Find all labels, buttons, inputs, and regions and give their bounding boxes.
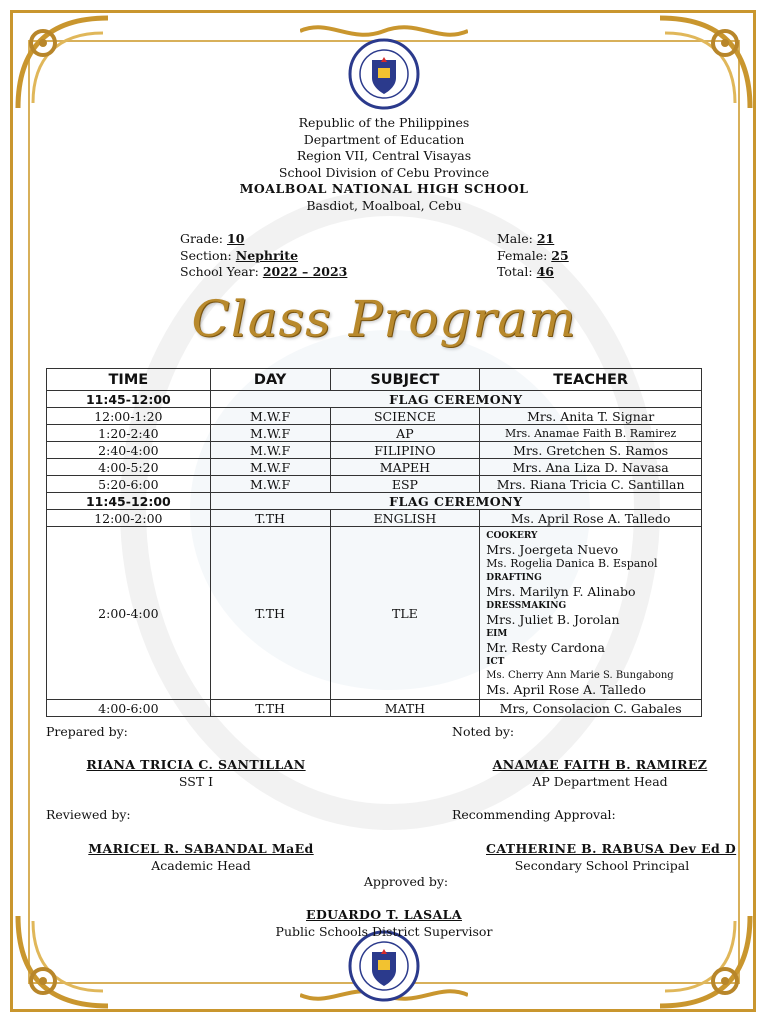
table-header-row: [47, 369, 702, 391]
header-department: Department of Education: [303, 131, 465, 147]
tle-cookery-label: COOKERY: [486, 531, 538, 541]
recommending-block: [486, 841, 737, 874]
row-time: 4:00-5:20: [47, 459, 211, 476]
table-row: [47, 425, 702, 442]
tle-teacher: Mrs. Marilyn F. Alinabo: [486, 584, 636, 599]
prepared-by-name: RIANA TRICIA C. SANTILLAN: [86, 757, 306, 772]
reviewed-by-title: Academic Head: [151, 857, 251, 873]
row-day: M.W.F: [210, 425, 330, 442]
flag-label: FLAG CEREMONY: [210, 391, 701, 408]
flag-time: 11:45-12:00: [47, 391, 211, 408]
table-row: [47, 408, 702, 425]
row-subject: ESP: [330, 476, 480, 493]
tle-row: [47, 527, 702, 700]
tle-teacher: Ms. Rogelia Danica B. Espanol: [486, 557, 658, 570]
tle-teachers: [480, 527, 702, 700]
approved-by-name: EDUARDO T. LASALA: [306, 907, 462, 922]
row-time: 1:20-2:40: [47, 425, 211, 442]
flag-label: FLAG CEREMONY: [210, 493, 701, 510]
deped-seal-bottom-icon: [348, 930, 420, 1002]
row-day: T.TH: [210, 700, 330, 717]
tle-ict-label: ICT: [486, 657, 505, 667]
reviewed-by-label: Reviewed by:: [46, 807, 131, 822]
noted-by-name: ANAMAE FAITH B. RAMIREZ: [492, 757, 708, 772]
prepared-by-block: [76, 757, 316, 790]
row-time: 2:00-4:00: [47, 527, 211, 700]
row-time: 2:40-4:00: [47, 442, 211, 459]
total-label: Total:: [497, 264, 533, 279]
section-value: Nephrite: [235, 247, 299, 263]
flag-ceremony-row: [47, 391, 702, 408]
row-teacher: Ms. April Rose A. Talledo: [480, 510, 702, 527]
page-title: Class Program: [191, 290, 577, 348]
approved-by-title: Public Schools District Supervisor: [275, 923, 493, 939]
approved-by-label: Approved by:: [363, 874, 449, 889]
row-day: M.W.F: [210, 476, 330, 493]
tle-eim-label: EIM: [486, 629, 508, 639]
tle-teacher: Mrs. Joergeta Nuevo: [486, 542, 619, 557]
row-teacher: Mrs. Gretchen S. Ramos: [480, 442, 702, 459]
row-teacher: Mrs. Ana Liza D. Navasa: [480, 459, 702, 476]
header-division: School Division of Cebu Province: [278, 164, 490, 180]
reviewed-by-block: [76, 841, 326, 874]
row-teacher: Mrs, Consolacion C. Gabales: [480, 700, 702, 717]
row-subject: AP: [330, 425, 480, 442]
row-time: 12:00-1:20: [47, 408, 211, 425]
ornament-corner-top-left-icon: [8, 8, 118, 118]
ornament-corner-bottom-right-icon: [650, 906, 760, 1016]
tle-teacher: Ms. Cherry Ann Marie S. Bungabong: [486, 670, 674, 681]
table-row: [47, 442, 702, 459]
tle-dressmaking-label: DRESSMAKING: [486, 601, 567, 611]
deped-seal-icon: [348, 38, 420, 110]
header-teacher: TEACHER: [480, 369, 702, 391]
school-name: MOALBOAL NATIONAL HIGH SCHOOL: [239, 181, 529, 196]
row-day: M.W.F: [210, 459, 330, 476]
section-label: Section:: [180, 247, 232, 263]
male-value: 21: [536, 231, 555, 246]
row-day: M.W.F: [210, 408, 330, 425]
row-teacher: Mrs. Anita T. Signar: [480, 408, 702, 425]
flag-time: 11:45-12:00: [47, 493, 211, 510]
row-teacher: Mrs. Anamae Faith B. Ramirez: [480, 425, 702, 442]
total-value: 46: [536, 264, 554, 279]
row-time: 5:20-6:00: [47, 476, 211, 493]
header-republic: Republic of the Philippines: [298, 115, 470, 130]
class-info-left: [180, 231, 347, 281]
row-subject: TLE: [330, 527, 480, 700]
class-info-right: [497, 231, 569, 281]
header-time: TIME: [47, 369, 211, 391]
row-day: T.TH: [210, 527, 330, 700]
noted-by-label: Noted by:: [452, 724, 515, 739]
school-year-value: 2022 – 2023: [262, 264, 348, 279]
male-label: Male:: [497, 231, 533, 246]
table-row: [47, 700, 702, 717]
noted-by-title: AP Department Head: [532, 773, 668, 789]
document-header: [0, 115, 768, 214]
table-row: [47, 510, 702, 527]
flag-ceremony-row: [47, 493, 702, 510]
table-row: [47, 476, 702, 493]
female-value: 25: [551, 247, 569, 263]
recommending-name: CATHERINE B. RABUSA Dev Ed D: [486, 841, 737, 856]
female-label: Female:: [497, 247, 548, 263]
row-subject: MAPEH: [330, 459, 480, 476]
row-subject: ENGLISH: [330, 510, 480, 527]
recommending-label: Recommending Approval:: [452, 807, 616, 822]
grade-value: 10: [227, 231, 245, 246]
tle-drafting-label: DRAFTING: [486, 573, 542, 583]
school-year-label: School Year:: [180, 264, 259, 279]
recommending-title: Secondary School Principal: [514, 857, 690, 873]
tle-teacher: Ms. April Rose A. Talledo: [486, 682, 646, 697]
tle-teacher: Mrs. Juliet B. Jorolan: [486, 612, 620, 627]
tle-teacher: Mr. Resty Cardona: [486, 640, 605, 655]
table-row: [47, 459, 702, 476]
class-program-table: [46, 368, 702, 717]
noted-by-block: [478, 757, 722, 790]
row-subject: SCIENCE: [330, 408, 480, 425]
ornament-corner-top-right-icon: [650, 8, 760, 118]
row-subject: FILIPINO: [330, 442, 480, 459]
ornament-corner-bottom-left-icon: [8, 906, 118, 1016]
prepared-by-label: Prepared by:: [46, 724, 128, 739]
school-address: Basdiot, Moalboal, Cebu: [306, 197, 462, 213]
grade-label: Grade:: [180, 231, 224, 246]
reviewed-by-name: MARICEL R. SABANDAL MaEd: [88, 841, 314, 856]
row-time: 4:00-6:00: [47, 700, 211, 717]
header-subject: SUBJECT: [330, 369, 480, 391]
prepared-by-title: SST I: [178, 773, 214, 789]
row-day: T.TH: [210, 510, 330, 527]
row-teacher: Mrs. Riana Tricia C. Santillan: [480, 476, 702, 493]
row-day: M.W.F: [210, 442, 330, 459]
header-region: Region VII, Central Visayas: [296, 148, 472, 163]
header-day: DAY: [210, 369, 330, 391]
row-time: 12:00-2:00: [47, 510, 211, 527]
row-subject: MATH: [330, 700, 480, 717]
approved-by-block: [234, 907, 534, 940]
